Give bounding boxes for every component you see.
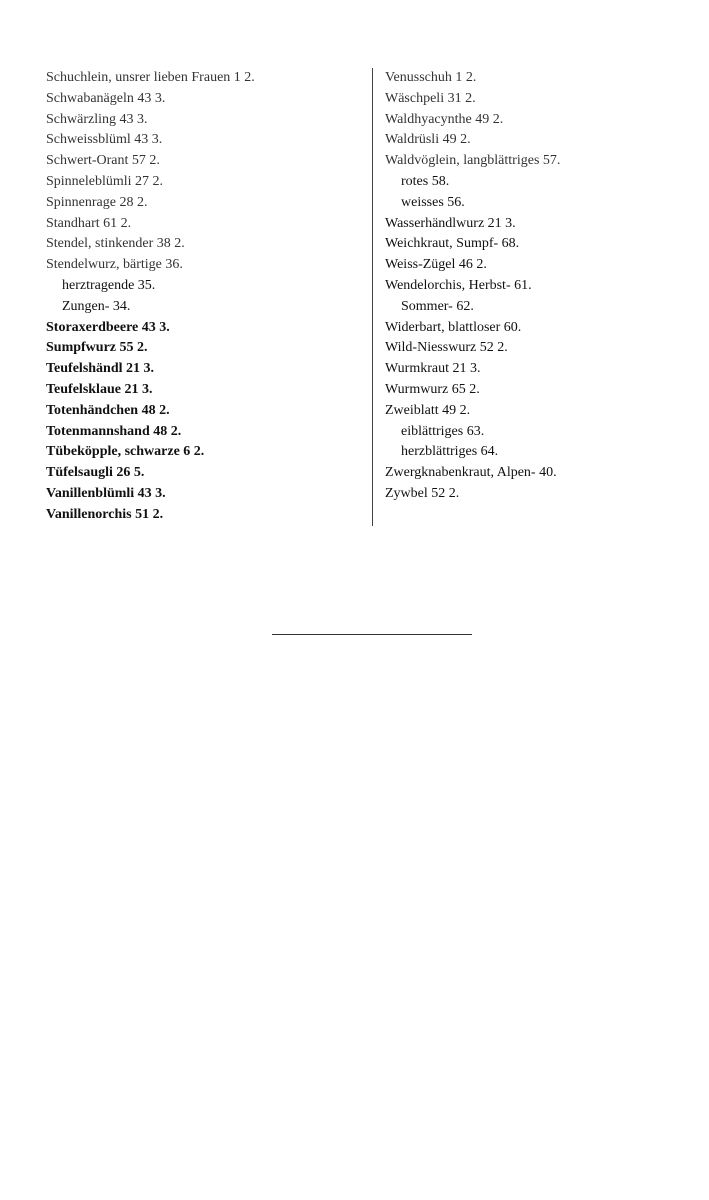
index-entry: Stendelwurz, bärtige 36. [46,257,183,273]
index-entry: Weiss-Zügel 46 2. [385,257,487,273]
index-entry: Stendel, stinkender 38 2. [46,236,185,252]
index-entry: eiblättriges 63. [401,423,485,439]
index-entry: Tüfelsaugli 26 5. [46,465,145,481]
index-entry: weisses 56. [401,194,465,210]
index-entry: Waldrüsli 49 2. [385,132,471,148]
index-entry: Zwergknabenkraut, Alpen- 40. [385,465,557,481]
index-column-right [385,68,705,505]
index-entry: Tübeköpple, schwarze 6 2. [46,444,205,460]
index-entry: Storaxerdbeere 43 3. [46,319,170,335]
index-entry: Wurmkraut 21 3. [385,361,481,377]
index-entry: Vanillenblümli 43 3. [46,485,166,501]
end-rule [272,634,472,635]
index-entry: Zweiblatt 49 2. [385,402,471,418]
index-entry: Schwabanägeln 43 3. [46,90,166,106]
index-entry: Zungen- 34. [62,298,131,314]
index-entry: Schuchlein, unsrer lieben Frauen 1 2. [46,70,255,85]
index-entry: Schwert-Orant 57 2. [46,153,160,169]
index-entry: herzblättriges 64. [401,444,499,460]
index-entry: Wurmwurz 65 2. [385,381,480,397]
index-entry: Teufelsklaue 21 3. [46,381,153,397]
index-entry: Spinnenrage 28 2. [46,194,148,210]
index-entry: herztragende 35. [62,277,156,293]
index-entry: Widerbart, blattloser 60. [385,319,522,335]
index-entry: rotes 58. [401,173,450,189]
index-entry: Wasserhändlwurz 21 3. [385,215,516,231]
index-entry: Weichkraut, Sumpf- 68. [385,236,520,252]
index-entry: Totenhändchen 48 2. [46,402,170,418]
index-entry: Zywbel 52 2. [385,485,460,501]
index-column-left [46,68,366,526]
index-entry: Totenmannshand 48 2. [46,423,182,439]
index-entry: Schwärzling 43 3. [46,111,148,127]
index-entry: Wild-Niesswurz 52 2. [385,340,508,356]
index-entry: Wendelorchis, Herbst- 61. [385,277,532,293]
index-entry: Sommer- 62. [401,298,474,314]
index-entry: Wäschpeli 31 2. [385,90,476,106]
index-entry: Standhart 61 2. [46,215,132,231]
index-entry: Venusschuh 1 2. [385,70,477,85]
index-entry: Teufelshändl 21 3. [46,361,155,377]
index-entry: Vanillenorchis 51 2. [46,506,164,522]
column-divider [372,68,373,526]
index-entry: Waldvöglein, langblättriges 57. [385,153,561,169]
index-entry: Spinneleblümli 27 2. [46,173,164,189]
index-entry: Schweissblüml 43 3. [46,132,163,148]
index-entry: Waldhyacynthe 49 2. [385,111,504,127]
index-entry: Sumpfwurz 55 2. [46,340,148,356]
